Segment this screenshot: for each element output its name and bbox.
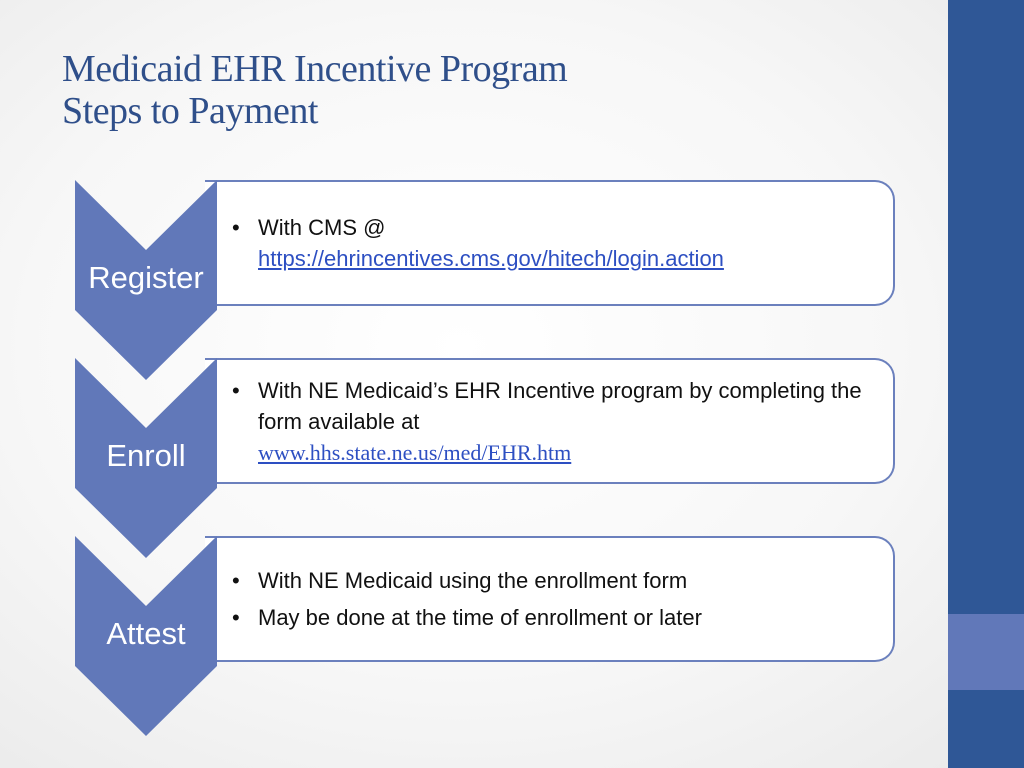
step-attest-label: Attest [106, 616, 186, 651]
bullet-text: With NE Medicaid using the enrollment form [258, 568, 688, 593]
bullet-icon: • [232, 605, 240, 630]
bullet-text: With CMS @ [258, 215, 386, 240]
list-item [230, 602, 870, 633]
slide-title [62, 48, 567, 132]
step-register-label: Register [88, 260, 204, 295]
step-attest-bullets [230, 565, 870, 639]
title-line-2: Steps to Payment [62, 90, 318, 132]
sidebar-accent-block [948, 614, 1024, 690]
bullet-icon: • [232, 568, 240, 593]
cms-login-link[interactable]: https://ehrincentives.cms.gov/hitech/login.action [258, 246, 724, 271]
step-enroll-bullets [230, 375, 870, 474]
step-register-bullets [230, 212, 870, 280]
list-item [230, 375, 870, 468]
step-enroll-label: Enroll [106, 438, 186, 473]
bullet-icon: • [232, 378, 240, 403]
title-line-1: Medicaid EHR Incentive Program [62, 48, 568, 90]
list-item [230, 212, 870, 274]
bullet-text: With NE Medicaid’s EHR Incentive program by completing the form available at [258, 378, 862, 434]
bullet-icon: • [232, 215, 240, 240]
ne-medicaid-ehr-link[interactable]: www.hhs.state.ne.us/med/EHR.htm [258, 440, 572, 465]
list-item [230, 565, 870, 596]
bullet-text: May be done at the time of enrollment or later [258, 605, 702, 630]
